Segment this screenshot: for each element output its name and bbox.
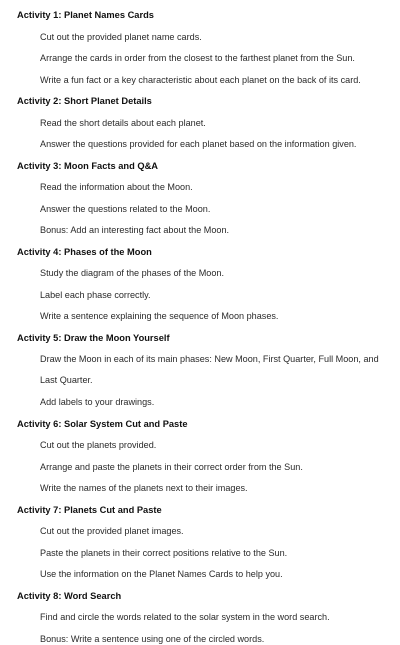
activity-4-step-1: Study the diagram of the phases of the Moon. — [40, 268, 225, 278]
activity-1 — [17, 10, 392, 86]
activity-5 — [17, 333, 392, 409]
activity-4 — [17, 247, 392, 323]
activity-1-step-3: Write a fun fact or a key characteristic about each planet on the back of its card. — [40, 74, 361, 85]
activity-8 — [17, 591, 392, 645]
activity-2-step-2: Answer the questions provided for each planet based on the information given. — [40, 139, 357, 149]
activity-4-step-3: Write a sentence explaining the sequence of Moon phases. — [40, 311, 279, 321]
activity-6-title: Activity 6: Solar System Cut and Paste — [17, 418, 188, 429]
activity-8-step-2: Bonus: Write a sentence using one of the circled words. — [40, 633, 265, 644]
activity-1-step-2: Arrange the cards in order from the closest to the farthest planet from the Sun. — [40, 53, 355, 63]
activity-3-step-2: Answer the questions related to the Moon. — [40, 203, 211, 214]
activity-7-step-1: Cut out the provided planet images. — [40, 526, 184, 536]
activity-6 — [17, 419, 392, 495]
activity-7-step-2: Paste the planets in their correct positions relative to the Sun. — [40, 547, 288, 558]
activity-6-step-1: Cut out the planets provided. — [40, 440, 157, 450]
activity-1-step-1: Cut out the provided planet name cards. — [40, 31, 202, 42]
activity-3 — [17, 161, 392, 237]
activity-4-title: Activity 4: Phases of the Moon — [17, 246, 152, 257]
activity-8-step-1: Find and circle the words related to the solar system in the word search. — [40, 612, 330, 622]
activity-4-step-2: Label each phase correctly. — [40, 289, 151, 300]
activity-5-step-2: Add labels to your drawings. — [40, 397, 155, 407]
activity-8-title: Activity 8: Word Search — [17, 590, 122, 601]
activity-6-step-3: Write the names of the planets next to their images. — [40, 483, 248, 493]
activity-7-title: Activity 7: Planets Cut and Paste — [17, 504, 162, 515]
activity-2-step-1: Read the short details about each planet. — [40, 117, 206, 128]
activity-7 — [17, 505, 392, 581]
activity-2-title: Activity 2: Short Planet Details — [17, 96, 152, 106]
activity-3-step-3: Bonus: Add an interesting fact about the Moon. — [40, 225, 230, 235]
activity-5-title: Activity 5: Draw the Moon Yourself — [17, 332, 170, 343]
activity-1-title: Activity 1: Planet Names Cards — [17, 10, 154, 20]
activity-7-step-3: Use the information on the Planet Names Cards to help you. — [40, 569, 283, 579]
activity-6-step-2: Arrange and paste the planets in their correct order from the Sun. — [40, 461, 303, 472]
activity-5-step-1: Draw the Moon in each of its main phases: New Moon, First Quarter, Full Moon, and Last Quarter. — [40, 353, 379, 386]
activity-2 — [17, 96, 392, 150]
activity-3-step-1: Read the information about the Moon. — [40, 182, 193, 192]
activity-3-title: Activity 3: Moon Facts and Q&A — [17, 160, 159, 171]
